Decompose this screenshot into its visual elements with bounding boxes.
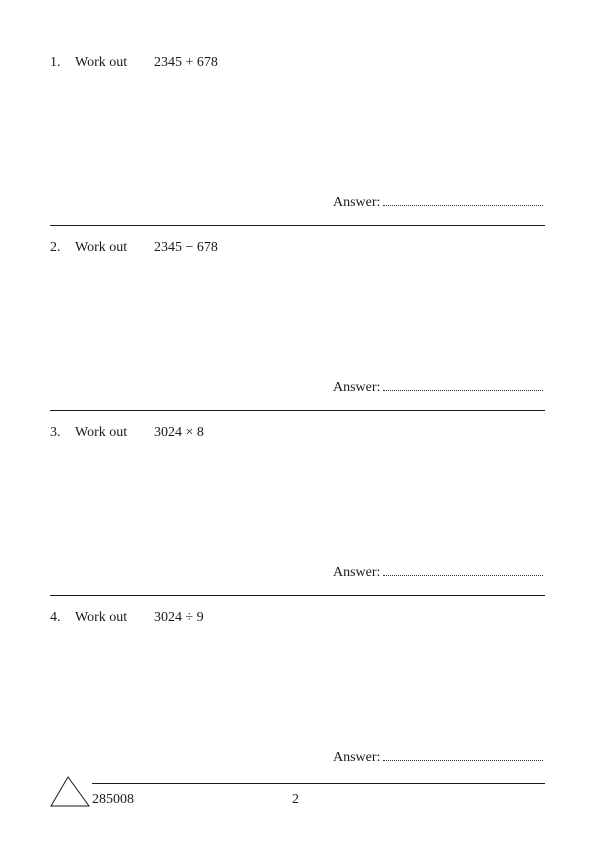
- document-code: 285008: [92, 792, 134, 807]
- question-number: 4.: [50, 610, 61, 625]
- answer-row-4: [333, 750, 543, 766]
- answer-field[interactable]: [383, 204, 543, 206]
- answer-row-1: [333, 195, 543, 211]
- answer-row-3: [333, 565, 543, 581]
- answer-field[interactable]: [383, 389, 543, 391]
- question-instruction: Work out: [75, 55, 128, 70]
- question-number: 3.: [50, 425, 61, 440]
- answer-field[interactable]: [383, 759, 543, 761]
- answer-label: Answer:: [333, 195, 381, 210]
- question-instruction: Work out: [75, 240, 128, 255]
- question-instruction: Work out: [75, 425, 128, 440]
- question-expression: 3024 ÷ 9: [154, 610, 204, 625]
- section-divider: [50, 595, 545, 596]
- question-number: 1.: [50, 55, 61, 70]
- answer-row-2: [333, 380, 543, 396]
- section-divider: [50, 410, 545, 411]
- question-number: 2.: [50, 240, 61, 255]
- question-expression: 2345 + 678: [154, 55, 218, 70]
- page-number: 2: [292, 792, 299, 807]
- question-instruction: Work out: [75, 610, 128, 625]
- section-divider: [50, 225, 545, 226]
- triangle-icon: [50, 776, 90, 808]
- question-expression: 2345 − 678: [154, 240, 218, 255]
- answer-label: Answer:: [333, 565, 381, 580]
- question-expression: 3024 × 8: [154, 425, 204, 440]
- answer-label: Answer:: [333, 750, 381, 765]
- footer-divider: [92, 783, 545, 784]
- answer-field[interactable]: [383, 574, 543, 576]
- answer-label: Answer:: [333, 380, 381, 395]
